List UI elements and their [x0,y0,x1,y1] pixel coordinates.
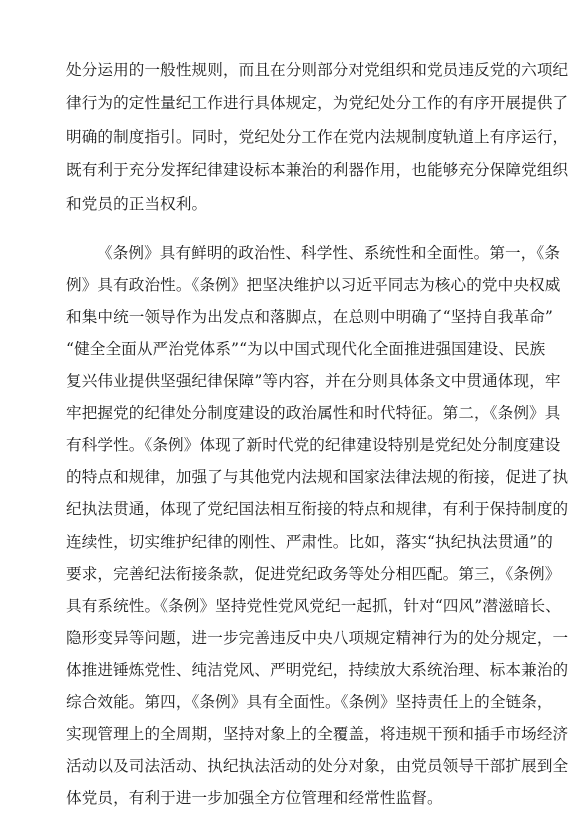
text-line: 处分运用的一般性规则，而且在分则部分对党组织和党员违反党的六项纪 [66,61,569,79]
text-line: 具有系统性。《条例》坚持党性党风党纪一起抓，针对“四风”潜滋暗长、 [66,596,561,615]
text-line: 的特点和规律，加强了与其他党内法规和国家法律法规的衔接，促进了执 [66,468,569,487]
text-line: 和集中统一领导作为出发点和落脚点，在总则中明确了“坚持自我革命” [66,308,553,327]
text-line: 实现管理上的全周期，坚持对象上的全覆盖，将违规干预和插手市场经济 [66,724,569,743]
text-line: 体推进锤炼党性、纯洁党风、严明党纪，持续放大系统治理、标本兼治的 [66,660,569,679]
text-line: 有科学性。《条例》体现了新时代党的纪律建设特别是党纪处分制度建设 [66,436,561,455]
text-line: 律行为的定性量纪工作进行具体规定，为党纪处分工作的有序开展提供了 [66,94,569,113]
text-line: 纪执法贯通，体现了党纪国法相互衔接的特点和规律，有利于保持制度的 [66,500,569,519]
text-line: 既有利于充分发挥纪律建设标本兼治的利器作用，也能够充分保障党组织 [66,161,569,180]
text-line: 《条例》具有鲜明的政治性、科学性、系统性和全面性。第一，《条 [97,244,561,262]
text-line: 牢把握党的纪律处分制度建设的政治属性和时代特征。第二，《条例》具 [66,404,561,423]
text-line: “健全全面从严治党体系”“为以中国式现代化全面推进强国建设、民族 [66,340,546,359]
text-line: 例》具有政治性。《条例》把坚决维护以习近平同志为核心的党中央权威 [66,276,561,295]
text-line: 明确的制度指引。同时，党纪处分工作在党内法规制度轨道上有序运行， [66,127,569,146]
text-line: 活动以及司法活动、执纪执法活动的处分对象，由党员领导干部扩展到全 [66,756,569,775]
text-line: 要求，完善纪法衔接条款，促进党纪政务等处分相匹配。第三，《条例》 [66,564,561,583]
text-line: 体党员，有利于进一步加强全方位管理和经常性监督。 [66,789,443,807]
text-line: 综合效能。第四，《条例》具有全面性。《条例》坚持责任上的全链条， [66,692,553,711]
text-line: 和党员的正当权利。 [66,194,208,213]
text-line: 隐形变异等问题，进一步完善违反中央八项规定精神行为的处分规定，一 [66,628,569,647]
text-line: 连续性，切实维护纪律的刚性、严肃性。比如，落实“执纪执法贯通”的 [66,532,553,551]
text-line: 复兴伟业提供坚强纪律保障”等内容，并在分则具体条文中贯通体现，牢 [66,372,561,391]
